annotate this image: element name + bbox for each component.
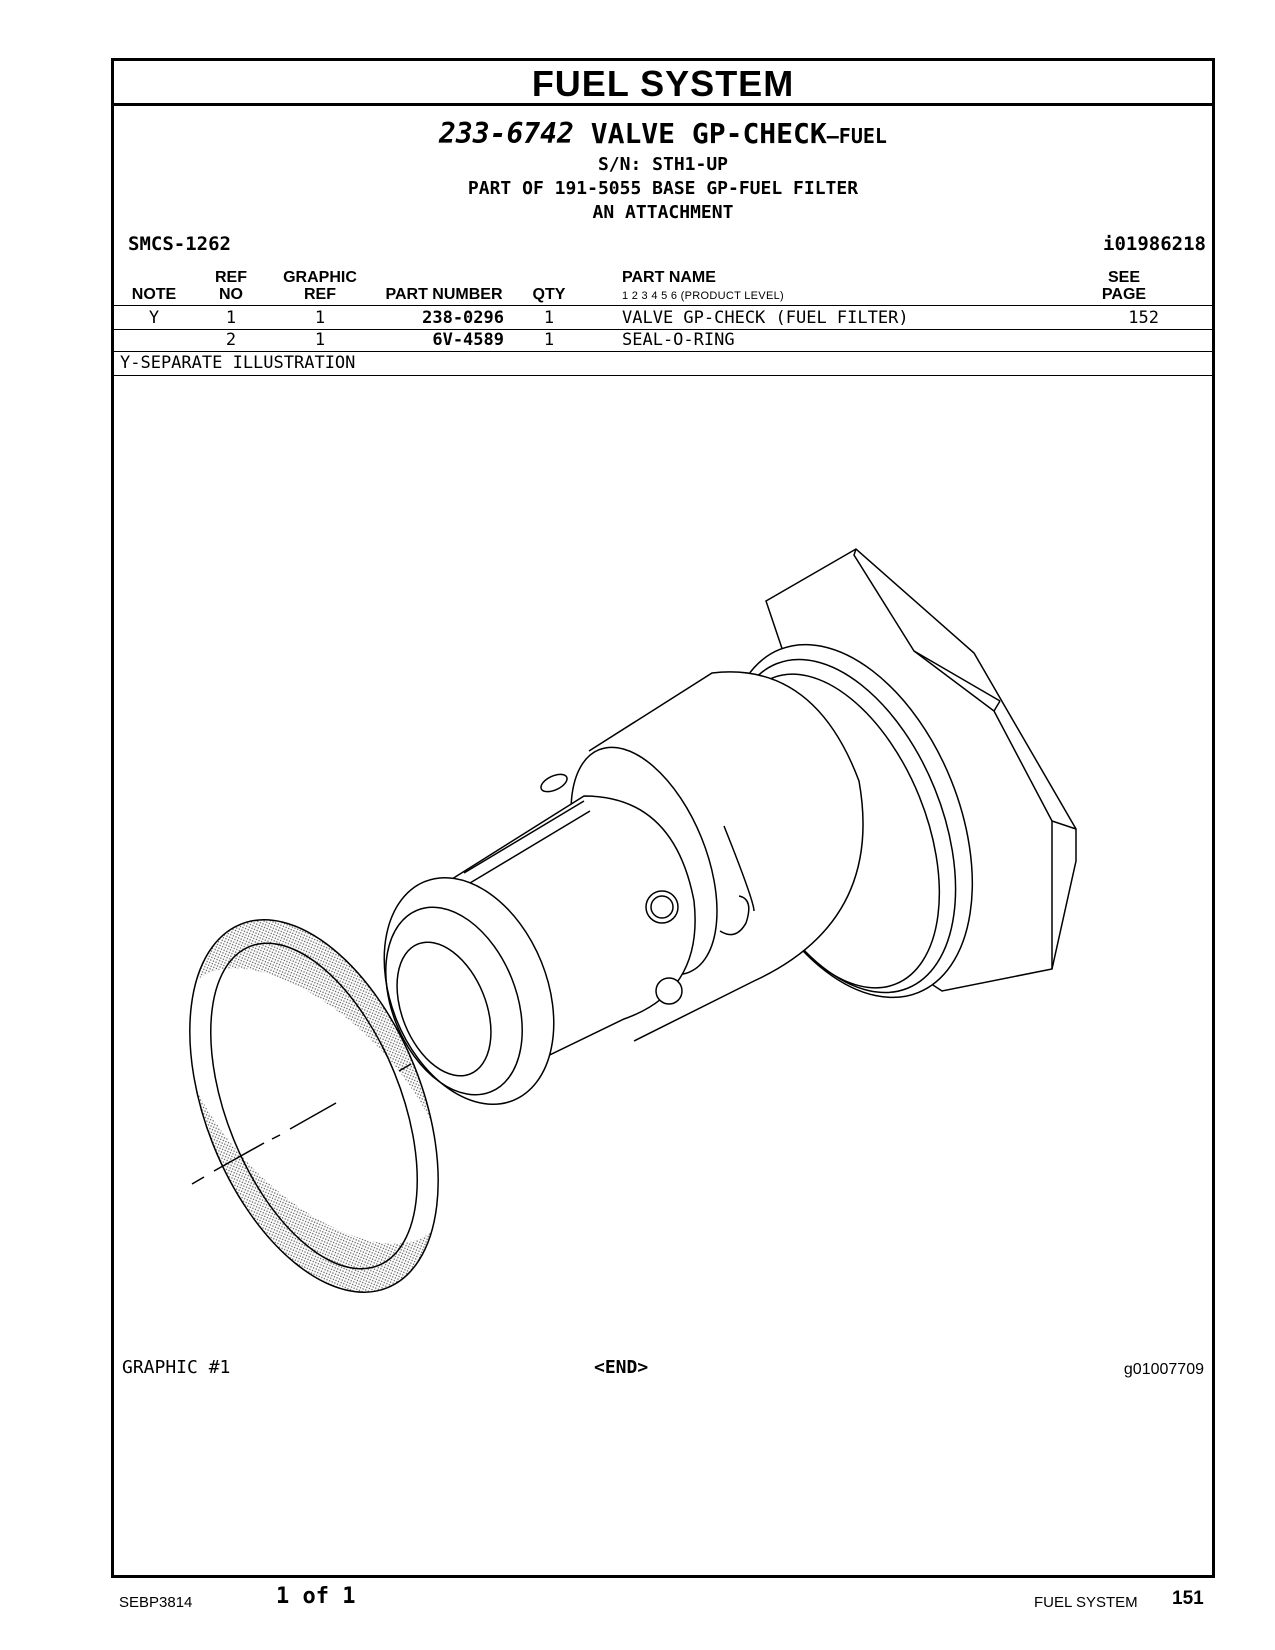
info-reference: i01986218 <box>1103 233 1206 255</box>
row-ref-no: 2 <box>225 330 237 350</box>
row-graphic-ref: 1 <box>314 330 326 350</box>
footer-page-of: 1 of 1 <box>276 1584 356 1609</box>
group-suffix: —FUEL <box>826 124 887 148</box>
exploded-illustration <box>114 61 1212 1575</box>
row-part-number: 6V-4589 <box>432 330 504 350</box>
col-see-page-line1: SEE <box>1107 269 1140 286</box>
row-see-page: 152 <box>1128 308 1159 328</box>
row-part-name: VALVE GP-CHECK (FUEL FILTER) <box>622 308 909 328</box>
col-part-number: PART NUMBER <box>385 286 503 303</box>
col-qty: QTY <box>532 286 566 303</box>
product-levels: 1 2 3 4 5 6 (PRODUCT LEVEL) <box>622 290 784 302</box>
page-frame <box>111 58 1215 1578</box>
serial-number: S/N: STH1-UP <box>597 154 729 175</box>
col-graphic-ref-line1: GRAPHIC <box>283 269 357 286</box>
end-label: <END> <box>594 1357 649 1378</box>
row-part-number: 238-0296 <box>422 308 504 328</box>
row-qty: 1 <box>543 330 555 350</box>
group-name: VALVE GP-CHECK <box>590 117 827 150</box>
col-see-page-line2: PAGE <box>1101 286 1147 303</box>
col-ref-no-line2: NO <box>219 286 243 303</box>
note-legend: Y-SEPARATE ILLUSTRATION <box>120 353 356 373</box>
smcs-code: SMCS-1262 <box>128 233 231 255</box>
group-part-number: 233-6742 <box>439 117 574 150</box>
col-ref-no-line1: REF <box>215 269 247 286</box>
graphic-label: GRAPHIC #1 <box>122 1357 231 1378</box>
row-part-name: SEAL-O-RING <box>622 330 735 350</box>
section-title: FUEL SYSTEM <box>114 61 1212 106</box>
part-of: PART OF 191-5055 BASE GP-FUEL FILTER <box>467 178 859 199</box>
row-note: Y <box>148 308 160 328</box>
graphic-number: g01007709 <box>1123 1361 1204 1378</box>
footer-section: FUEL SYSTEM <box>1034 1594 1138 1611</box>
row-qty: 1 <box>543 308 555 328</box>
row-graphic-ref: 1 <box>314 308 326 328</box>
col-part-name: PART NAME <box>622 269 716 286</box>
footer-page-number: 151 <box>1172 1588 1204 1609</box>
col-graphic-ref-line2: REF <box>304 286 336 303</box>
attachment-label: AN ATTACHMENT <box>592 202 734 223</box>
footer-document-number: SEBP3814 <box>119 1594 193 1611</box>
row-ref-no: 1 <box>225 308 237 328</box>
col-note: NOTE <box>131 286 177 303</box>
